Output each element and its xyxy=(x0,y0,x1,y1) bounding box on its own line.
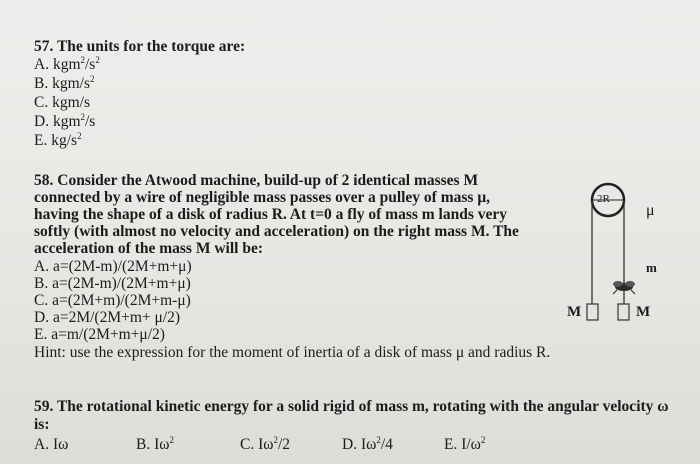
left-mass-block xyxy=(587,304,598,320)
q59-option-b: B. $I\omega^2$ xyxy=(136,434,174,453)
q57-stem: 57. The units for the torque are: xyxy=(34,38,246,55)
right-mass-label: M xyxy=(636,304,651,320)
q59-option-e: E. $I/\omega^2$ xyxy=(444,434,486,453)
q58-stem-line-1: 58. Consider the Atwood machine, build-up of 2 identical masses M xyxy=(34,172,479,189)
q58-hint: Hint: use the expression for the moment of inertia of a disk of mass μ and radius R. xyxy=(34,344,551,361)
q58-option-b: B. a=(2M-m)/(2M+m+μ) xyxy=(34,275,191,292)
q58-stem-line-3: having the shape of a disk of radius R. At t=0 a fly of mass m lands very xyxy=(34,206,508,223)
q58-option-a: A. a=(2M-m)/(2M+m+μ) xyxy=(34,258,192,275)
q59-option-c: C. $I\omega^2/2$ xyxy=(240,434,291,453)
atwood-machine-diagram xyxy=(560,180,700,330)
pulley-label: 2R xyxy=(597,193,610,205)
q57-option-c: C. kgm/s xyxy=(34,94,90,111)
mu-label: μ xyxy=(646,202,655,219)
q58-option-c: C. a=(2M+m)/(2M+m-μ) xyxy=(34,292,191,309)
q57-option-b: B. kgm/$s^2$ xyxy=(34,73,95,92)
q59-stem-line-2: is: xyxy=(34,416,50,433)
q59-stem-line-1: 59. The rotational kinetic energy for a solid rigid of mass m, rotating with the angular velocity ω xyxy=(34,398,669,415)
fly-mass-label: m xyxy=(646,260,657,275)
q57-option-a: A. $kgm^2/s^2$ xyxy=(34,54,100,73)
q57-option-e: E. $kg/s^2$ xyxy=(34,130,82,149)
q57-option-d: D. kgm$^2$/s xyxy=(34,111,96,130)
q58-stem-line-2: connected by a wire of negligible mass passes over a pulley of mass μ, xyxy=(34,189,490,206)
q59-option-a: A. Iω xyxy=(34,436,69,453)
q59-option-d: D. $I\omega^2/4$ xyxy=(342,434,393,453)
q58-stem-line-4: softly (with almost no velocity and acceleration) on the right mass M. The xyxy=(34,223,519,240)
right-mass-block xyxy=(618,304,629,320)
q58-option-d: D. a=2M/(2M+m+ μ/2) xyxy=(34,309,181,326)
left-mass-label: M xyxy=(567,304,582,320)
q58-option-e: E. a=m/(2M+m+μ/2) xyxy=(34,326,165,343)
q58-stem-line-5: acceleration of the mass M will be: xyxy=(34,240,263,257)
